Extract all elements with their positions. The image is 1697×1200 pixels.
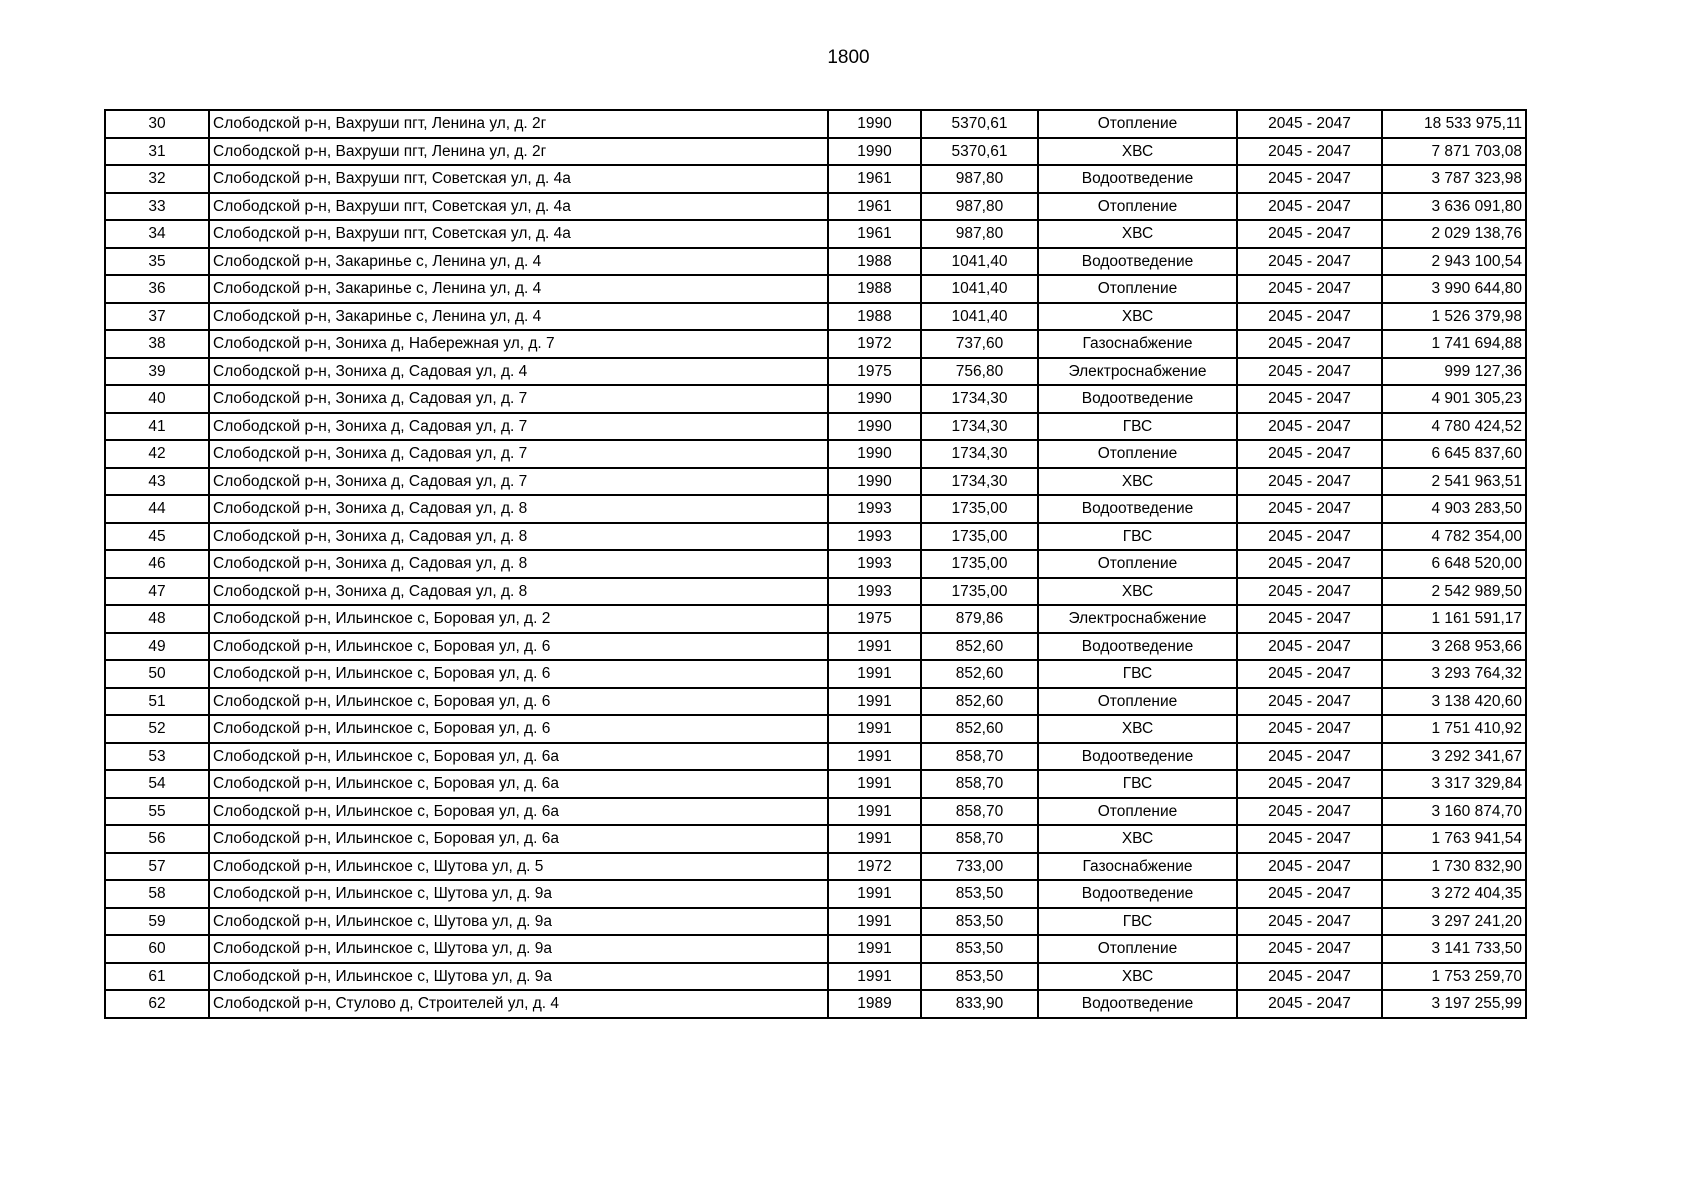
table-row — [105, 523, 1526, 551]
service-type-cell: Отопление — [1038, 798, 1237, 826]
cost-cell: 3 268 953,66 — [1382, 633, 1526, 661]
table-row — [105, 743, 1526, 771]
area-cell: 853,50 — [921, 908, 1038, 936]
row-number-cell: 41 — [105, 413, 209, 441]
repair-period-cell: 2045 - 2047 — [1237, 688, 1382, 716]
area-cell: 858,70 — [921, 770, 1038, 798]
cost-cell: 3 636 091,80 — [1382, 193, 1526, 221]
table-row — [105, 550, 1526, 578]
table-row — [105, 248, 1526, 276]
area-cell: 858,70 — [921, 798, 1038, 826]
row-number-cell: 54 — [105, 770, 209, 798]
table-row — [105, 440, 1526, 468]
row-number-cell: 39 — [105, 358, 209, 386]
address-cell: Слободской р-н, Ильинское с, Шутова ул, д. 9а — [209, 880, 828, 908]
year-built-cell: 1988 — [828, 303, 921, 331]
area-cell: 853,50 — [921, 880, 1038, 908]
service-type-cell: ХВС — [1038, 220, 1237, 248]
row-number-cell: 60 — [105, 935, 209, 963]
repair-period-cell: 2045 - 2047 — [1237, 578, 1382, 606]
repair-period-cell: 2045 - 2047 — [1237, 193, 1382, 221]
service-type-cell: ХВС — [1038, 138, 1237, 166]
service-type-cell: Водоотведение — [1038, 165, 1237, 193]
address-cell: Слободской р-н, Ильинское с, Боровая ул, д. 6а — [209, 770, 828, 798]
row-number-cell: 62 — [105, 990, 209, 1018]
service-type-cell: ХВС — [1038, 963, 1237, 991]
year-built-cell: 1991 — [828, 660, 921, 688]
table-row — [105, 633, 1526, 661]
year-built-cell: 1961 — [828, 193, 921, 221]
year-built-cell: 1991 — [828, 963, 921, 991]
service-type-cell: ГВС — [1038, 413, 1237, 441]
repair-period-cell: 2045 - 2047 — [1237, 770, 1382, 798]
area-cell: 987,80 — [921, 165, 1038, 193]
area-cell: 858,70 — [921, 825, 1038, 853]
area-cell: 987,80 — [921, 220, 1038, 248]
row-number-cell: 58 — [105, 880, 209, 908]
repair-period-cell: 2045 - 2047 — [1237, 275, 1382, 303]
area-cell: 5370,61 — [921, 138, 1038, 166]
service-type-cell: ГВС — [1038, 770, 1237, 798]
service-type-cell: Отопление — [1038, 440, 1237, 468]
table-row — [105, 963, 1526, 991]
service-type-cell: ХВС — [1038, 715, 1237, 743]
repair-period-cell: 2045 - 2047 — [1237, 715, 1382, 743]
row-number-cell: 53 — [105, 743, 209, 771]
address-cell: Слободской р-н, Ильинское с, Боровая ул, д. 6 — [209, 715, 828, 743]
table-row — [105, 660, 1526, 688]
cost-cell: 3 160 874,70 — [1382, 798, 1526, 826]
table-row — [105, 358, 1526, 386]
address-cell: Слободской р-н, Ильинское с, Боровая ул, д. 6а — [209, 825, 828, 853]
row-number-cell: 47 — [105, 578, 209, 606]
service-type-cell: Отопление — [1038, 275, 1237, 303]
repair-period-cell: 2045 - 2047 — [1237, 660, 1382, 688]
year-built-cell: 1991 — [828, 715, 921, 743]
repair-period-cell: 2045 - 2047 — [1237, 825, 1382, 853]
service-type-cell: ХВС — [1038, 303, 1237, 331]
area-cell: 1735,00 — [921, 523, 1038, 551]
row-number-cell: 35 — [105, 248, 209, 276]
row-number-cell: 33 — [105, 193, 209, 221]
year-built-cell: 1975 — [828, 358, 921, 386]
row-number-cell: 59 — [105, 908, 209, 936]
cost-cell: 2 029 138,76 — [1382, 220, 1526, 248]
repair-period-cell: 2045 - 2047 — [1237, 330, 1382, 358]
row-number-cell: 57 — [105, 853, 209, 881]
table-row — [105, 990, 1526, 1018]
row-number-cell: 43 — [105, 468, 209, 496]
service-type-cell: Водоотведение — [1038, 880, 1237, 908]
area-cell: 852,60 — [921, 660, 1038, 688]
address-cell: Слободской р-н, Стулово д, Строителей ул, д. 4 — [209, 990, 828, 1018]
address-cell: Слободской р-н, Ильинское с, Боровая ул, д. 6 — [209, 633, 828, 661]
cost-cell: 4 903 283,50 — [1382, 495, 1526, 523]
page-number: 1800 — [827, 47, 870, 68]
address-cell: Слободской р-н, Закаринье с, Ленина ул, д. 4 — [209, 248, 828, 276]
address-cell: Слободской р-н, Вахруши пгт, Советская ул, д. 4а — [209, 220, 828, 248]
service-type-cell: ГВС — [1038, 660, 1237, 688]
area-cell: 852,60 — [921, 688, 1038, 716]
cost-cell: 4 780 424,52 — [1382, 413, 1526, 441]
table-row — [105, 110, 1526, 138]
area-cell: 733,00 — [921, 853, 1038, 881]
repair-period-cell: 2045 - 2047 — [1237, 138, 1382, 166]
cost-cell: 4 901 305,23 — [1382, 385, 1526, 413]
cost-cell: 3 141 733,50 — [1382, 935, 1526, 963]
service-type-cell: ХВС — [1038, 468, 1237, 496]
year-built-cell: 1989 — [828, 990, 921, 1018]
table-row — [105, 275, 1526, 303]
row-number-cell: 52 — [105, 715, 209, 743]
year-built-cell: 1990 — [828, 138, 921, 166]
area-cell: 879,86 — [921, 605, 1038, 633]
address-cell: Слободской р-н, Ильинское с, Боровая ул, д. 6 — [209, 660, 828, 688]
cost-cell: 999 127,36 — [1382, 358, 1526, 386]
cost-cell: 7 871 703,08 — [1382, 138, 1526, 166]
year-built-cell: 1991 — [828, 908, 921, 936]
area-cell: 1735,00 — [921, 578, 1038, 606]
repair-period-cell: 2045 - 2047 — [1237, 110, 1382, 138]
service-type-cell: Газоснабжение — [1038, 853, 1237, 881]
cost-cell: 1 161 591,17 — [1382, 605, 1526, 633]
cost-cell: 1 730 832,90 — [1382, 853, 1526, 881]
service-type-cell: ГВС — [1038, 908, 1237, 936]
table-row — [105, 715, 1526, 743]
cost-cell: 18 533 975,11 — [1382, 110, 1526, 138]
cost-cell: 6 645 837,60 — [1382, 440, 1526, 468]
address-cell: Слободской р-н, Ильинское с, Шутова ул, д. 9а — [209, 963, 828, 991]
year-built-cell: 1990 — [828, 110, 921, 138]
table-row — [105, 413, 1526, 441]
area-cell: 853,50 — [921, 963, 1038, 991]
repair-period-cell: 2045 - 2047 — [1237, 853, 1382, 881]
year-built-cell: 1993 — [828, 495, 921, 523]
repair-period-cell: 2045 - 2047 — [1237, 633, 1382, 661]
table-row — [105, 605, 1526, 633]
repair-period-cell: 2045 - 2047 — [1237, 413, 1382, 441]
address-cell: Слободской р-н, Вахруши пгт, Ленина ул, д. 2г — [209, 110, 828, 138]
year-built-cell: 1990 — [828, 385, 921, 413]
cost-cell: 1 741 694,88 — [1382, 330, 1526, 358]
row-number-cell: 46 — [105, 550, 209, 578]
row-number-cell: 49 — [105, 633, 209, 661]
address-cell: Слободской р-н, Ильинское с, Боровая ул, д. 6 — [209, 688, 828, 716]
cost-cell: 3 297 241,20 — [1382, 908, 1526, 936]
year-built-cell: 1972 — [828, 330, 921, 358]
row-number-cell: 61 — [105, 963, 209, 991]
repair-period-cell: 2045 - 2047 — [1237, 165, 1382, 193]
service-type-cell: ХВС — [1038, 825, 1237, 853]
repair-period-cell: 2045 - 2047 — [1237, 990, 1382, 1018]
area-cell: 1041,40 — [921, 303, 1038, 331]
area-cell: 1734,30 — [921, 385, 1038, 413]
area-cell: 1734,30 — [921, 440, 1038, 468]
service-type-cell: Отопление — [1038, 110, 1237, 138]
row-number-cell: 38 — [105, 330, 209, 358]
area-cell: 1734,30 — [921, 468, 1038, 496]
year-built-cell: 1975 — [828, 605, 921, 633]
repair-period-cell: 2045 - 2047 — [1237, 605, 1382, 633]
area-cell: 756,80 — [921, 358, 1038, 386]
repair-period-cell: 2045 - 2047 — [1237, 248, 1382, 276]
year-built-cell: 1991 — [828, 825, 921, 853]
cost-cell: 3 317 329,84 — [1382, 770, 1526, 798]
row-number-cell: 30 — [105, 110, 209, 138]
cost-cell: 3 293 764,32 — [1382, 660, 1526, 688]
area-cell: 1734,30 — [921, 413, 1038, 441]
address-cell: Слободской р-н, Ильинское с, Шутова ул, д. 9а — [209, 908, 828, 936]
address-cell: Слободской р-н, Зониха д, Садовая ул, д. 7 — [209, 385, 828, 413]
service-type-cell: Газоснабжение — [1038, 330, 1237, 358]
cost-cell: 3 197 255,99 — [1382, 990, 1526, 1018]
area-cell: 5370,61 — [921, 110, 1038, 138]
table-row — [105, 853, 1526, 881]
year-built-cell: 1988 — [828, 275, 921, 303]
cost-cell: 1 751 410,92 — [1382, 715, 1526, 743]
year-built-cell: 1961 — [828, 220, 921, 248]
area-cell: 833,90 — [921, 990, 1038, 1018]
address-cell: Слободской р-н, Закаринье с, Ленина ул, д. 4 — [209, 275, 828, 303]
service-type-cell: Водоотведение — [1038, 385, 1237, 413]
year-built-cell: 1991 — [828, 688, 921, 716]
table-body — [105, 110, 1526, 1018]
table-row — [105, 880, 1526, 908]
address-cell: Слободской р-н, Вахруши пгт, Советская ул, д. 4а — [209, 165, 828, 193]
row-number-cell: 40 — [105, 385, 209, 413]
table-row — [105, 688, 1526, 716]
address-cell: Слободской р-н, Зониха д, Садовая ул, д. 7 — [209, 413, 828, 441]
area-cell: 858,70 — [921, 743, 1038, 771]
cost-cell: 2 541 963,51 — [1382, 468, 1526, 496]
row-number-cell: 51 — [105, 688, 209, 716]
table-row — [105, 220, 1526, 248]
area-cell: 1735,00 — [921, 550, 1038, 578]
address-cell: Слободской р-н, Вахруши пгт, Советская ул, д. 4а — [209, 193, 828, 221]
table-row — [105, 303, 1526, 331]
service-type-cell: Отопление — [1038, 688, 1237, 716]
table-row — [105, 468, 1526, 496]
year-built-cell: 1993 — [828, 578, 921, 606]
year-built-cell: 1990 — [828, 440, 921, 468]
table-row — [105, 495, 1526, 523]
address-cell: Слободской р-н, Зониха д, Садовая ул, д. 4 — [209, 358, 828, 386]
row-number-cell: 56 — [105, 825, 209, 853]
cost-cell: 6 648 520,00 — [1382, 550, 1526, 578]
service-type-cell: Отопление — [1038, 935, 1237, 963]
cost-cell: 3 787 323,98 — [1382, 165, 1526, 193]
table-row — [105, 193, 1526, 221]
address-cell: Слободской р-н, Ильинское с, Шутова ул, д. 9а — [209, 935, 828, 963]
year-built-cell: 1991 — [828, 633, 921, 661]
table-row — [105, 385, 1526, 413]
cost-cell: 1 753 259,70 — [1382, 963, 1526, 991]
service-type-cell: Отопление — [1038, 193, 1237, 221]
service-type-cell: Водоотведение — [1038, 248, 1237, 276]
cost-cell: 1 526 379,98 — [1382, 303, 1526, 331]
area-cell: 852,60 — [921, 715, 1038, 743]
row-number-cell: 34 — [105, 220, 209, 248]
year-built-cell: 1991 — [828, 880, 921, 908]
service-type-cell: Водоотведение — [1038, 495, 1237, 523]
year-built-cell: 1972 — [828, 853, 921, 881]
address-cell: Слободской р-н, Зониха д, Садовая ул, д. 8 — [209, 578, 828, 606]
table-row — [105, 165, 1526, 193]
service-type-cell: Водоотведение — [1038, 633, 1237, 661]
year-built-cell: 1990 — [828, 468, 921, 496]
year-built-cell: 1988 — [828, 248, 921, 276]
cost-cell: 2 943 100,54 — [1382, 248, 1526, 276]
row-number-cell: 31 — [105, 138, 209, 166]
repair-period-cell: 2045 - 2047 — [1237, 743, 1382, 771]
area-cell: 852,60 — [921, 633, 1038, 661]
cost-cell: 1 763 941,54 — [1382, 825, 1526, 853]
repair-period-cell: 2045 - 2047 — [1237, 935, 1382, 963]
cost-cell: 2 542 989,50 — [1382, 578, 1526, 606]
area-cell: 1735,00 — [921, 495, 1038, 523]
row-number-cell: 32 — [105, 165, 209, 193]
table-row — [105, 770, 1526, 798]
service-type-cell: Отопление — [1038, 550, 1237, 578]
housing-repair-table — [104, 109, 1527, 1019]
cost-cell: 3 990 644,80 — [1382, 275, 1526, 303]
cost-cell: 3 272 404,35 — [1382, 880, 1526, 908]
row-number-cell: 36 — [105, 275, 209, 303]
row-number-cell: 37 — [105, 303, 209, 331]
cost-cell: 3 292 341,67 — [1382, 743, 1526, 771]
cost-cell: 4 782 354,00 — [1382, 523, 1526, 551]
address-cell: Слободской р-н, Зониха д, Садовая ул, д. 7 — [209, 440, 828, 468]
table-row — [105, 825, 1526, 853]
address-cell: Слободской р-н, Зониха д, Садовая ул, д. 8 — [209, 523, 828, 551]
address-cell: Слободской р-н, Ильинское с, Боровая ул, д. 6а — [209, 743, 828, 771]
year-built-cell: 1993 — [828, 523, 921, 551]
address-cell: Слободской р-н, Зониха д, Садовая ул, д. 8 — [209, 495, 828, 523]
address-cell: Слободской р-н, Зониха д, Садовая ул, д. 7 — [209, 468, 828, 496]
year-built-cell: 1990 — [828, 413, 921, 441]
service-type-cell: ХВС — [1038, 578, 1237, 606]
row-number-cell: 50 — [105, 660, 209, 688]
cost-cell: 3 138 420,60 — [1382, 688, 1526, 716]
service-type-cell: ГВС — [1038, 523, 1237, 551]
repair-period-cell: 2045 - 2047 — [1237, 468, 1382, 496]
table-row — [105, 578, 1526, 606]
table-row — [105, 908, 1526, 936]
area-cell: 1041,40 — [921, 275, 1038, 303]
repair-period-cell: 2045 - 2047 — [1237, 963, 1382, 991]
address-cell: Слободской р-н, Ильинское с, Боровая ул, д. 2 — [209, 605, 828, 633]
area-cell: 1041,40 — [921, 248, 1038, 276]
year-built-cell: 1991 — [828, 798, 921, 826]
service-type-cell: Электроснабжение — [1038, 605, 1237, 633]
address-cell: Слободской р-н, Зониха д, Садовая ул, д. 8 — [209, 550, 828, 578]
address-cell: Слободской р-н, Ильинское с, Шутова ул, д. 5 — [209, 853, 828, 881]
row-number-cell: 45 — [105, 523, 209, 551]
table-row — [105, 138, 1526, 166]
year-built-cell: 1991 — [828, 743, 921, 771]
row-number-cell: 48 — [105, 605, 209, 633]
service-type-cell: Водоотведение — [1038, 990, 1237, 1018]
repair-period-cell: 2045 - 2047 — [1237, 358, 1382, 386]
repair-period-cell: 2045 - 2047 — [1237, 303, 1382, 331]
address-cell: Слободской р-н, Ильинское с, Боровая ул, д. 6а — [209, 798, 828, 826]
table-row — [105, 935, 1526, 963]
year-built-cell: 1993 — [828, 550, 921, 578]
area-cell: 987,80 — [921, 193, 1038, 221]
address-cell: Слободской р-н, Вахруши пгт, Ленина ул, д. 2г — [209, 138, 828, 166]
table-row — [105, 330, 1526, 358]
address-cell: Слободской р-н, Закаринье с, Ленина ул, д. 4 — [209, 303, 828, 331]
repair-period-cell: 2045 - 2047 — [1237, 385, 1382, 413]
address-cell: Слободской р-н, Зониха д, Набережная ул, д. 7 — [209, 330, 828, 358]
row-number-cell: 55 — [105, 798, 209, 826]
service-type-cell: Водоотведение — [1038, 743, 1237, 771]
repair-period-cell: 2045 - 2047 — [1237, 440, 1382, 468]
service-type-cell: Электроснабжение — [1038, 358, 1237, 386]
row-number-cell: 42 — [105, 440, 209, 468]
repair-period-cell: 2045 - 2047 — [1237, 798, 1382, 826]
year-built-cell: 1991 — [828, 935, 921, 963]
table-row — [105, 798, 1526, 826]
year-built-cell: 1961 — [828, 165, 921, 193]
repair-period-cell: 2045 - 2047 — [1237, 495, 1382, 523]
repair-period-cell: 2045 - 2047 — [1237, 880, 1382, 908]
repair-period-cell: 2045 - 2047 — [1237, 523, 1382, 551]
row-number-cell: 44 — [105, 495, 209, 523]
area-cell: 737,60 — [921, 330, 1038, 358]
year-built-cell: 1991 — [828, 770, 921, 798]
repair-period-cell: 2045 - 2047 — [1237, 908, 1382, 936]
repair-period-cell: 2045 - 2047 — [1237, 220, 1382, 248]
area-cell: 853,50 — [921, 935, 1038, 963]
repair-period-cell: 2045 - 2047 — [1237, 550, 1382, 578]
